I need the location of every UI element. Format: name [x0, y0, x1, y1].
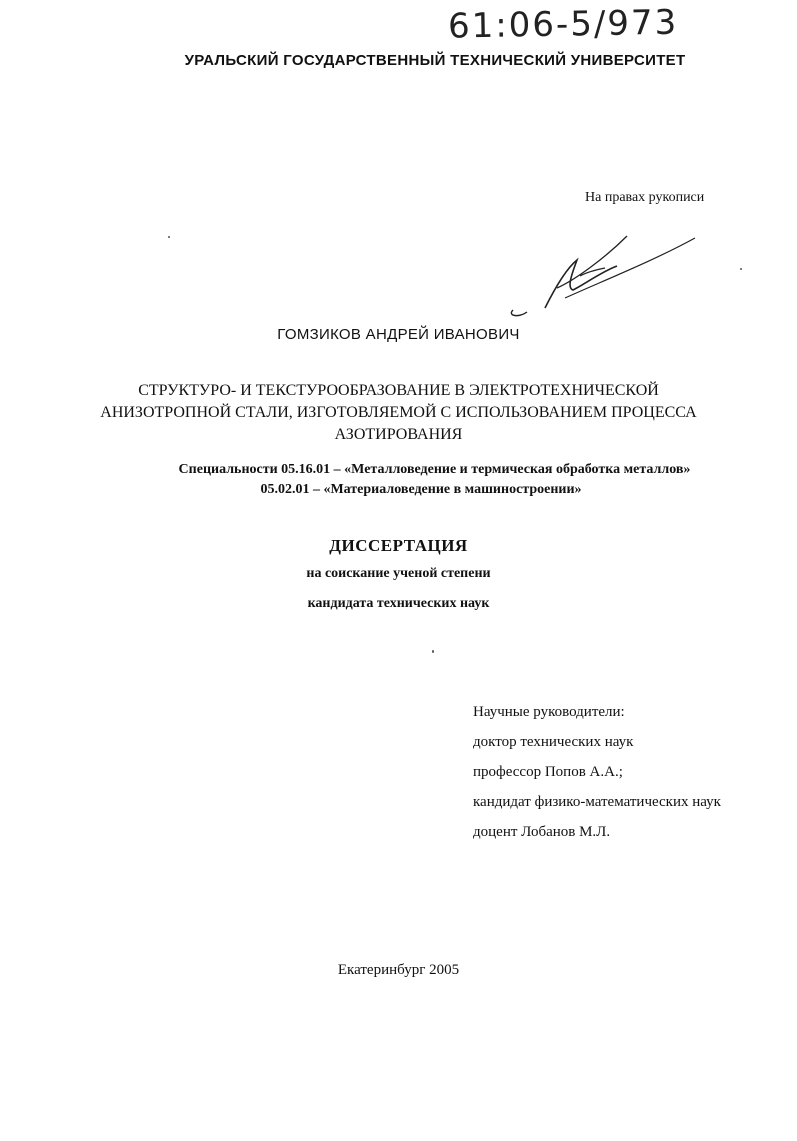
- advisor-line: кандидат физико-математических наук: [473, 794, 721, 810]
- degree-line-2: кандидата технических наук: [307, 596, 490, 611]
- specialties: [0, 460, 797, 500]
- specialty-line: 05.02.01 – «Материаловедение в машиностроении»: [260, 482, 582, 497]
- document-type: ДИССЕРТАЦИЯ: [329, 536, 468, 555]
- title-line: АЗОТИРОВАНИЯ: [334, 426, 463, 443]
- city-year: Екатеринбург 2005: [337, 962, 460, 978]
- advisor-line: доцент Лобанов М.Л.: [473, 824, 611, 840]
- advisors-block: [473, 702, 721, 852]
- advisor-line: профессор Попов А.А.;: [473, 764, 623, 780]
- advisor-line: доктор технических наук: [473, 734, 634, 750]
- university-name: УРАЛЬСКИЙ ГОСУДАРСТВЕННЫЙ ТЕХНИЧЕСКИЙ УНИВЕРСИТЕТ: [184, 52, 686, 69]
- specialty-line: Специальности 05.16.01 – «Металловедение и термическая обработка металлов»: [178, 462, 691, 477]
- author-name: ГОМЗИКОВ АНДРЕЙ ИВАНОВИЧ: [277, 326, 520, 343]
- title-line: АНИЗОТРОПНОЙ СТАЛИ, ИЗГОТОВЛЯЕМОЙ С ИСПОЛЬЗОВАНИЕМ ПРОЦЕССА: [100, 404, 697, 421]
- advisor-line: Научные руководители:: [473, 704, 625, 720]
- scan-speck: [168, 236, 170, 238]
- manuscript-rights: На правах рукописи: [585, 190, 705, 205]
- signature-image: [505, 228, 705, 328]
- degree-line-1: на соискание ученой степени: [306, 566, 491, 581]
- dissertation-title: [0, 380, 797, 446]
- title-line: СТРУКТУРО- И ТЕКСТУРООБРАЗОВАНИЕ В ЭЛЕКТРОТЕХНИЧЕСКОЙ: [138, 382, 659, 399]
- scan-speck: [740, 268, 742, 270]
- archive-stamp: 61:06-5/973: [447, 2, 679, 47]
- scan-speck: [432, 650, 434, 653]
